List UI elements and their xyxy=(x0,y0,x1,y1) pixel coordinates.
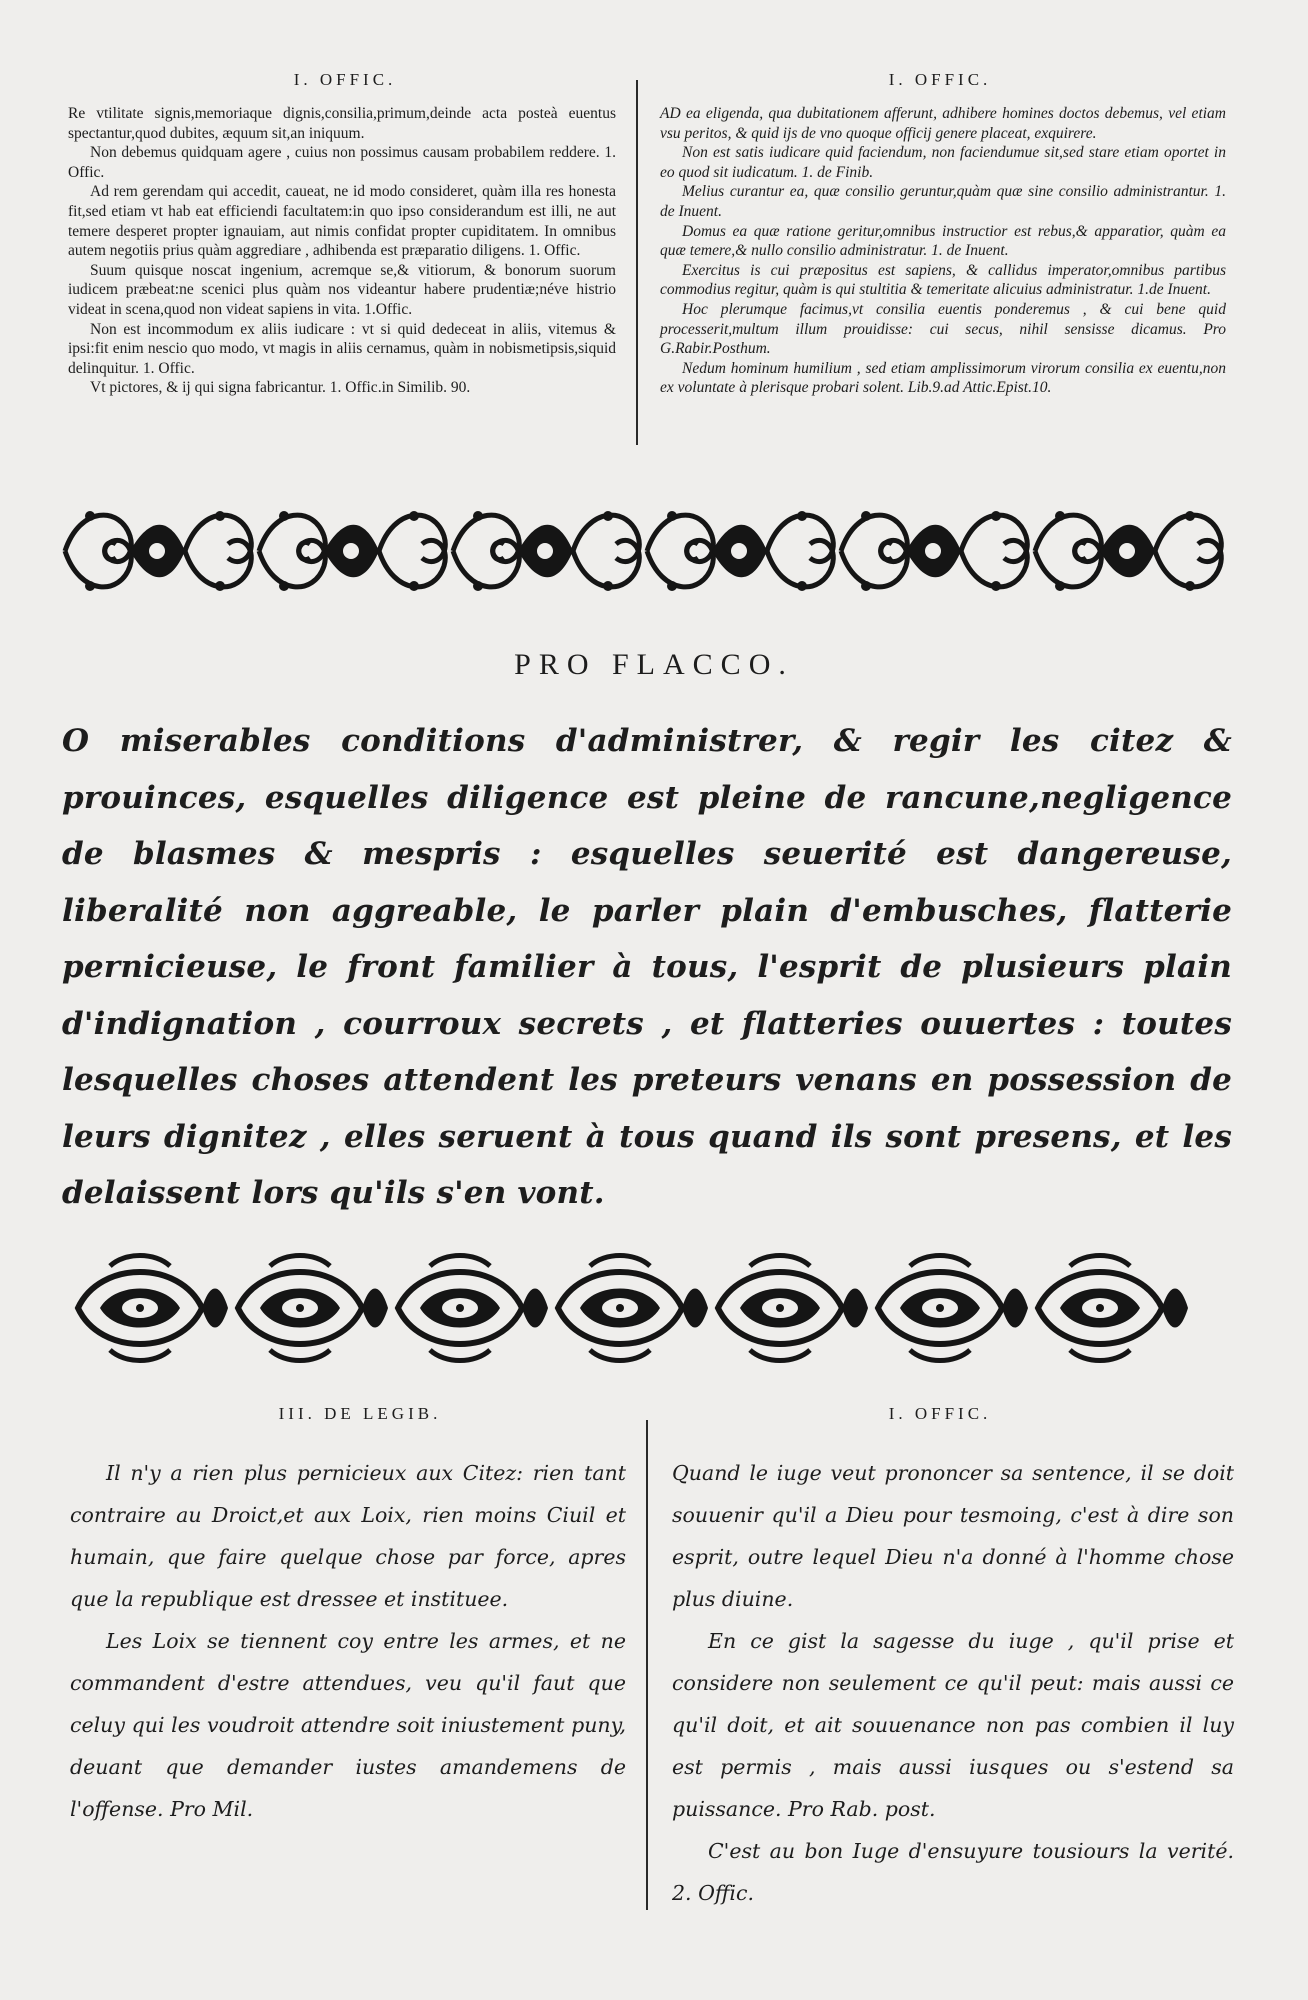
bottom-left-paragraph: Les Loix se tiennent coy entre les armes, et ne commandent d'estre attendues, veu qu'il faut que celuy qui les voudroit attendre soit iniustement puny, deuant que demander iustes amandemens de l'offense. Pro Mil. xyxy=(70,1629,626,1821)
top-left-paragraph: Ad rem gerendam qui accedit, caueat, ne id modo consideret, quàm illa res honesta fit,sed etiam vt hab eat efficiendi facultatem:in quo ipso considerandum est illi, ne aut temere desperet propter ignauiam, aut nimis confidat propter cupiditatem. In omnibus autem negotiis prius quàm aggrediare , adhibenda est præparatio diligens. 1. Offic. xyxy=(68,183,616,260)
top-right-paragraph: AD ea eligenda, qua dubitationem afferunt, adhibere homines doctos debemus, vel etiam vsu peritos, & quid ijs de vno quoque officij genere placeat, exquirere. xyxy=(660,105,1226,142)
top-column-divider xyxy=(636,80,638,445)
top-left-paragraph: Non est incommodum ex aliis iudicare : vt si quid dedeceat in aliis, vitemus & ipsi:fit enim nescio quo modo, vt magis in aliis cernamus, quàm in nobismetipsis,siquid delinquitur. 1. Offic. xyxy=(68,320,616,377)
top-right-text xyxy=(660,104,1226,398)
top-right-paragraph: Hoc plerumque facimus,vt consilia euentis ponderemus , & cui bene quid processerit,multum illum prouidisse: cui secus, nihil sensisse dicamus. Pro G.Rabir.Posthum. xyxy=(660,300,1226,358)
bottom-right-paragraph: En ce gist la sagesse du iuge , qu'il prise et considere non seulement ce qu'il peut: mais aussi ce qu'il doit, et ait souuenance non pas combien il luy est permis , mais aussi iusques ou s'estend sa puissance. Pro Rab. post. xyxy=(672,1629,1234,1821)
top-right-paragraph: Nedum hominum humilium , sed etiam amplissimorum virorum consilia ex euentu,non ex voluntate à plerisque probari solent. Lib.9.ad Attic.Epist.10. xyxy=(660,359,1226,397)
page-title: PRO FLACCO. xyxy=(514,648,794,681)
bottom-right-header: I. OFFIC. xyxy=(888,1404,992,1423)
bottom-left-header: III. DE LEGIB. xyxy=(278,1404,442,1423)
bottom-left-paragraph: Il n'y a rien plus pernicieux aux Citez: rien tant contraire au Droict,et aux Loix, rien moins Ciuil et humain, que faire quelque chose par force, apres que la republique est dressee et instituee. xyxy=(70,1461,626,1611)
ornamental-band-bottom xyxy=(70,1252,1190,1364)
top-left-paragraph: Re vtilitate signis,memoriaque dignis,consilia,primum,deinde acta posteà euentus spectantur,quod dubites, æquum sit,an iniquum. xyxy=(68,105,616,142)
top-left-paragraph: Suum quisque noscat ingenium, acremque se,& vitiorum, & bonorum suorum iudicem præbeat:ne scenici plus quàm nos videantur habere prudentiæ;néve histrio videat in scena,quod non videat sapiens in vita. 1.Offic. xyxy=(68,261,616,318)
ornamental-band-top xyxy=(60,496,1226,606)
top-right-paragraph: Domus ea quæ ratione geritur,omnibus instructior est rebus,& apparatior, quàm ea quæ temere,& nullo consilio administratur. 1. de Inuent. xyxy=(660,222,1226,260)
top-left-text xyxy=(68,104,616,398)
top-right-paragraph: Non est satis iudicare quid faciendum, non faciendumue sit,sed stare etiam oportet in eo quod sit iudicatum. 1. de Finib. xyxy=(660,144,1226,181)
bottom-right-paragraph: Quand le iuge veut prononcer sa sentence, il se doit souuenir qu'il a Dieu pour tesmoing, c'est à dire son esprit, outre lequel Dieu n'a donné à l'homme chose plus diuine. xyxy=(672,1461,1234,1611)
top-left-paragraph: Non debemus quidquam agere , cuius non possimus causam probabilem reddere. 1. Offic. xyxy=(68,144,616,181)
top-left-header: I. OFFIC. xyxy=(293,70,397,89)
top-right-paragraph: Exercitus is cui præpositus est sapiens, & callidus imperator,omnibus partibus commodius regitur, quàm is qui stultitia & temeritate alicuius administratur. 1.de Inuent. xyxy=(660,261,1226,299)
top-right-header: I. OFFIC. xyxy=(888,70,992,89)
bottom-column-divider xyxy=(646,1420,648,1910)
top-left-paragraph: Vt pictores, & ij qui signa fabricantur. 1. Offic.in Similib. 90. xyxy=(90,379,471,397)
main-passage: O miserables conditions d'administrer, & regir les citez & prouinces, esquelles diligence est pleine de rancune,negligence de blasmes & mespris : esquelles seuerité est dangereuse, liberalité non aggreable, le parler plain d'embusches, flatterie pernicieuse, le front familier à tous, l'esprit de plusieurs plain d'indignation , courroux secrets , et flatteries ouuertes : toutes lesquelles choses attendent les preteurs venans en possession de leurs dignitez , elles seruent à tous quand ils sont presens, et les delaissent lors qu'ils s'en vont. xyxy=(62,723,1232,1211)
bottom-right-text xyxy=(672,1452,1234,1914)
top-right-paragraph: Melius curantur ea, quæ consilio geruntur,quàm quæ sine consilio administrantur. 1. de Inuent. xyxy=(660,183,1226,220)
bottom-right-paragraph: C'est au bon Iuge d'ensuyure tousiours la verité. 2. Offic. xyxy=(672,1839,1234,1905)
bottom-left-text xyxy=(70,1452,626,1830)
